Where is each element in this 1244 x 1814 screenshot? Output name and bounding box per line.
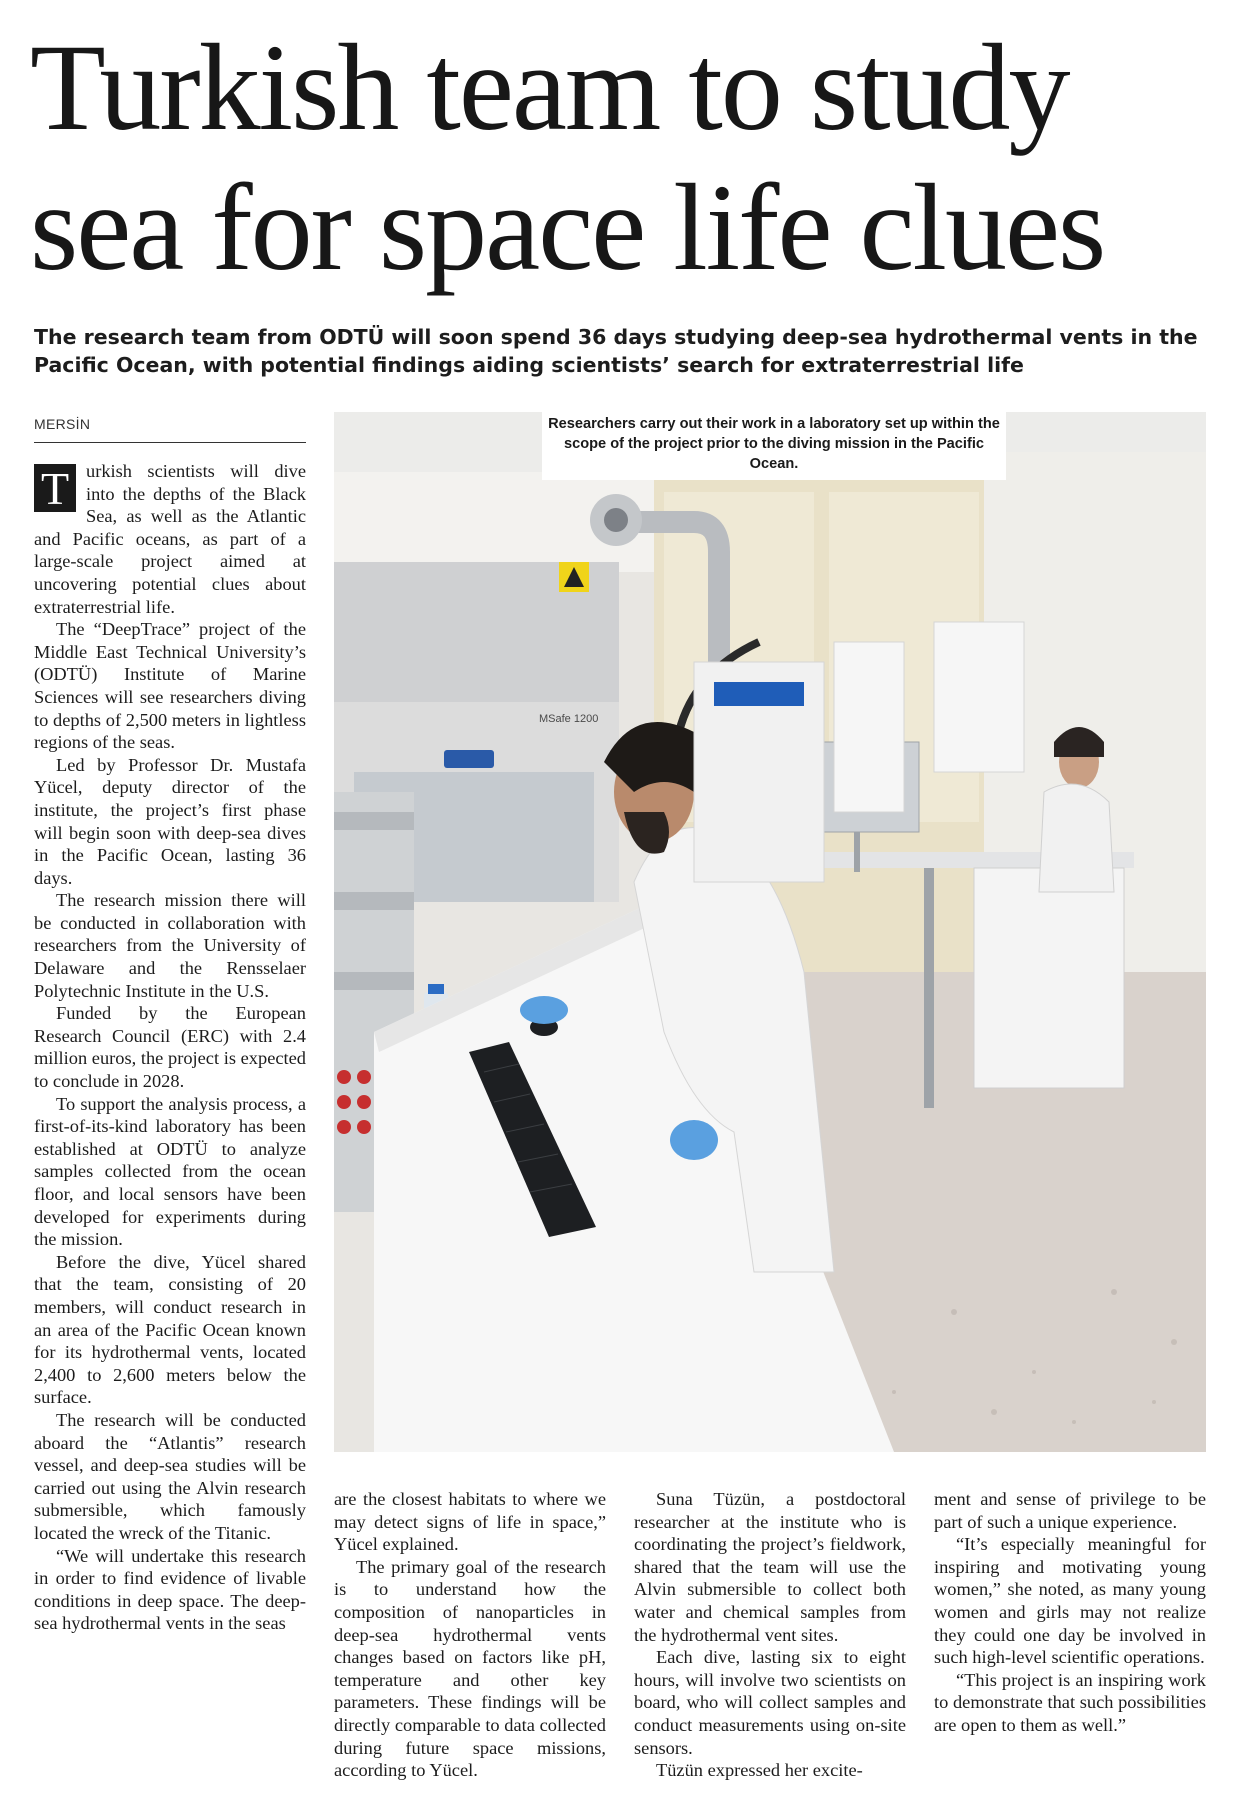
paragraph: ment and sense of privilege to be part of such a unique experience. xyxy=(934,1489,1206,1532)
headline xyxy=(30,18,1220,298)
column-3 xyxy=(634,1488,906,1782)
paragraph: T urkish scientists will dive into the depths of the Black Sea, as well as the Atlantic and Pacific oceans, as part of a large-scale project aimed at uncovering potential clues about extraterrestrial life. xyxy=(34,461,306,617)
subheadline: The research team from ODTÜ will soon spend 36 days studying deep-sea hydrothermal vents in the Pacific Ocean, with potential findings aiding scientists’ search for extraterrestrial life xyxy=(34,325,1198,377)
paragraph: “We will undertake this research in order to find evidence of livable conditions in deep space. The deep-sea hydrothermal vents in the seas xyxy=(34,1545,306,1634)
paragraph: The research mission there will be conducted in collaboration with researchers from the University of Delaware and the Rensselaer Polytechnic Institute in the U.S. xyxy=(34,890,306,1001)
paragraph: Before the dive, Yücel shared that the team, consisting of 20 members, will conduct research in an area of the Pacific Ocean known for its hydrothermal vents, located 2,400 to 2,600 meters below the surface. xyxy=(34,1251,306,1408)
lab-photo xyxy=(334,412,1206,1452)
paragraph: “It’s especially meaningful for inspiring and motivating young women,” she noted, as many young women and girls may not realize they could one day be involved in such high-level scientific operations. xyxy=(934,1534,1206,1668)
paragraph: The research will be conducted aboard the “Atlantis” research vessel, and deep-sea studies will be carried out using the Alvin research submersible, which famously located the wreck of the Titanic. xyxy=(34,1409,306,1543)
paragraph: The primary goal of the research is to understand how the composition of nanoparticles in deep-sea hydrothermal vents changes based on factors like pH, temperature and other key parameters. These findings will be directly comparable to data collected during future space missions, according to Yücel. xyxy=(334,1556,606,1781)
photo-caption: Researchers carry out their work in a laboratory set up within the scope of the project prior to the diving mission in the Pacific Ocean. xyxy=(542,412,1006,480)
paragraph: Led by Professor Dr. Mustafa Yücel, deputy director of the institute, the project’s first phase will begin soon with deep-sea dives in the Pacific Ocean, lasting 36 days. xyxy=(34,754,306,888)
paragraph: Suna Tüzün, a postdoctoral researcher at the institute who is coordinating the project’s fieldwork, shared that the team will use the Alvin submersible to collect both water and chemical samples from the hydrothermal vent sites. xyxy=(634,1489,906,1645)
paragraph: The “DeepTrace” project of the Middle East Technical University’s (ODTÜ) Institute of Marine Sciences will see researchers diving to depths of 2,500 meters in lightless regions of the seas. xyxy=(34,619,306,753)
paragraph: “This project is an inspiring work to demonstrate that such possibilities are open to them as well.” xyxy=(934,1669,1206,1735)
headline-line-1: Turkish team to study xyxy=(30,19,1069,156)
column-1 xyxy=(34,460,306,1635)
paragraph: Tüzün expressed her excite- xyxy=(656,1760,863,1781)
drop-cap: T xyxy=(34,464,76,512)
paragraph: Each dive, lasting six to eight hours, will involve two scientists on board, who will collect samples and conduct measurements using on-site sensors. xyxy=(634,1647,906,1758)
paragraph: are the closest habitats to where we may detect signs of life in space,” Yücel explained. xyxy=(334,1489,606,1555)
cabinet-label: MSafe 1200 xyxy=(539,713,599,725)
dateline: MERSİN xyxy=(34,416,306,443)
column-4 xyxy=(934,1488,1206,1737)
paragraph: To support the analysis process, a first-of-its-kind laboratory has been established at ODTÜ to analyze samples collected from the ocean floor, and local sensors have been developed for experiments during the mission. xyxy=(34,1093,306,1250)
lab-photo-illustration xyxy=(334,412,1206,1452)
column-2 xyxy=(334,1488,606,1782)
headline-line-2: sea for space life clues xyxy=(30,159,1105,296)
paragraph: Funded by the European Research Council (ERC) with 2.4 million euros, the project is expected to conclude in 2028. xyxy=(34,1003,306,1092)
